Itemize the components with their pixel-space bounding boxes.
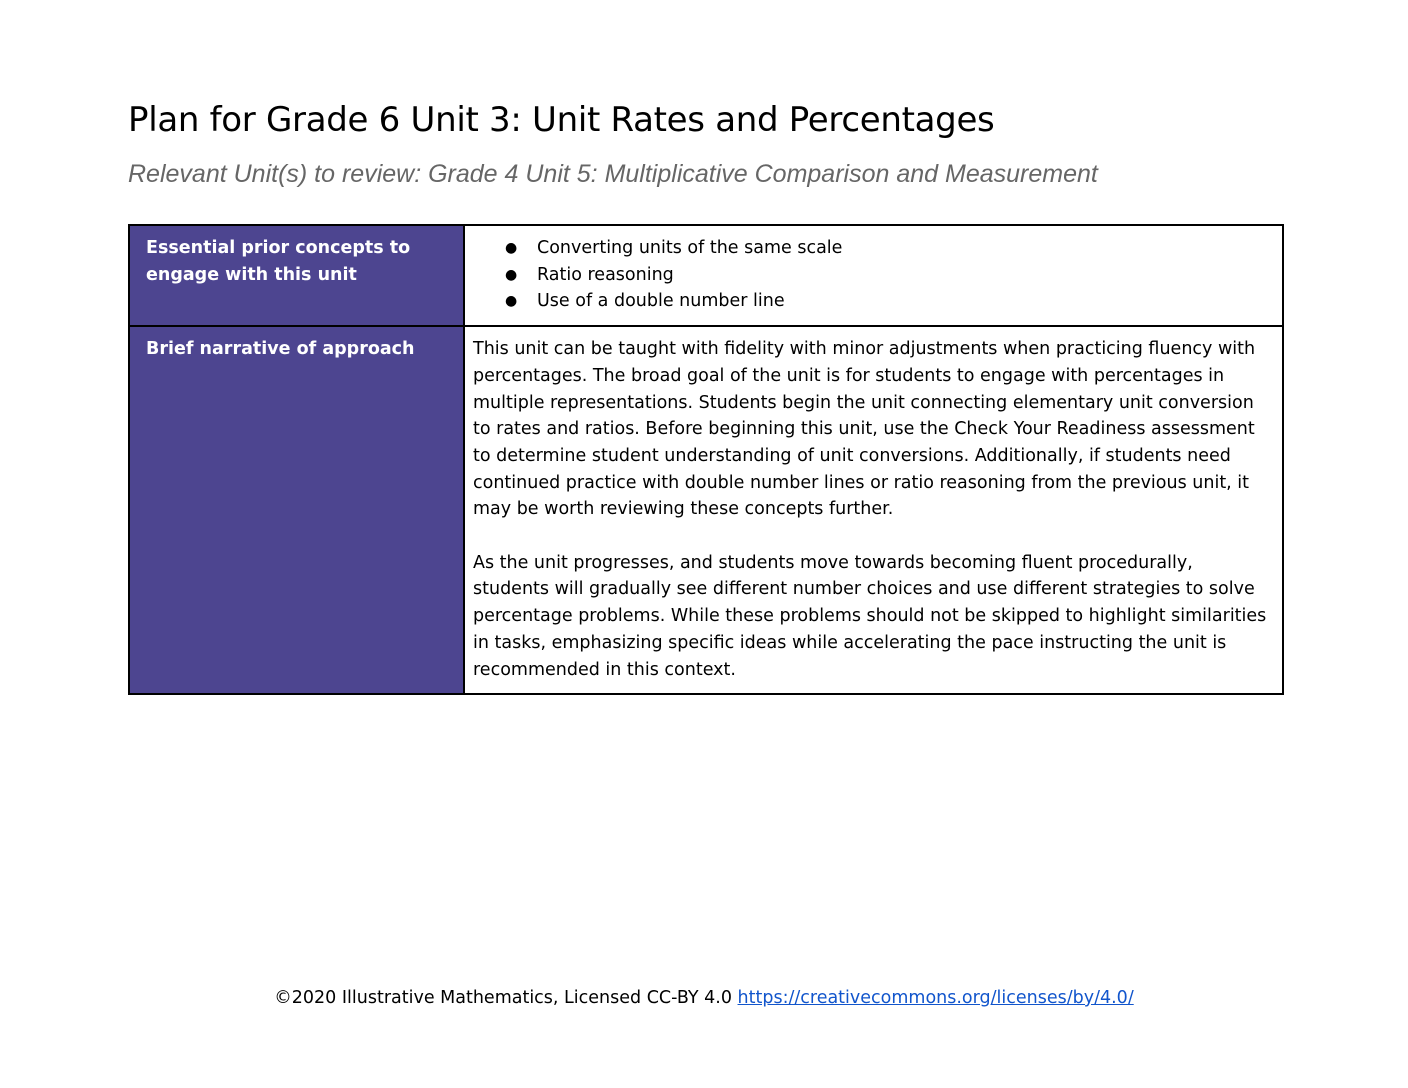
unit-plan-table [128, 224, 1284, 695]
narrative-paragraph-1: This unit can be taught with fidelity with minor adjustments when practicing fluency with percentages. The broad goal of the unit is for students to engage with percentages in multiple representations. Students begin the unit connecting elementary unit conversion to rates and ratios. Before beginning this unit, use the Check Your Readiness assessment to determine student understanding of unit conversions. Additionally, if students need continued practice with double number lines or ratio reasoning from the previous unit, it may be worth reviewing these concepts further. [473, 339, 1256, 520]
footer [0, 985, 1408, 1011]
copyright-text: ©2020 Illustrative Mathematics, Licensed CC-BY 4.0 [274, 988, 738, 1008]
narrative-label: Brief narrative of approach [129, 326, 464, 694]
bullet-icon: ● [505, 240, 518, 256]
page-title: Plan for Grade 6 Unit 3: Unit Rates and Percentages [128, 100, 995, 140]
table-row-narrative [129, 326, 1283, 694]
prior-concepts-content [464, 225, 1283, 326]
list-item [473, 235, 1274, 262]
list-item-text: Use of a double number line [537, 291, 785, 312]
list-item [473, 262, 1274, 289]
license-link[interactable]: https://creativecommons.org/licenses/by/4.0/ [737, 988, 1134, 1008]
list-item [473, 288, 1274, 315]
list-item-text: Converting units of the same scale [537, 238, 843, 258]
page-subtitle: Relevant Unit(s) to review: Grade 4 Unit 5: Multiplicative Comparison and Measurement [128, 160, 1098, 188]
narrative-paragraph-2: As the unit progresses, and students move towards becoming fluent procedurally, students will gradually see different number choices and use different strategies to solve percentage problems. While these problems should not be skipped to highlight similarities in tasks, emphasizing specific ideas while accelerating the pace instructing the unit is recommended in this context. [473, 552, 1267, 680]
table-row-prior-concepts [129, 225, 1283, 326]
bullet-icon: ● [505, 293, 518, 310]
prior-concepts-label: Essential prior concepts to engage with this unit [129, 225, 464, 326]
narrative-content [464, 326, 1283, 694]
list-item-text: Ratio reasoning [537, 264, 674, 285]
bullet-icon: ● [505, 266, 518, 283]
prior-concepts-list [473, 235, 1274, 315]
